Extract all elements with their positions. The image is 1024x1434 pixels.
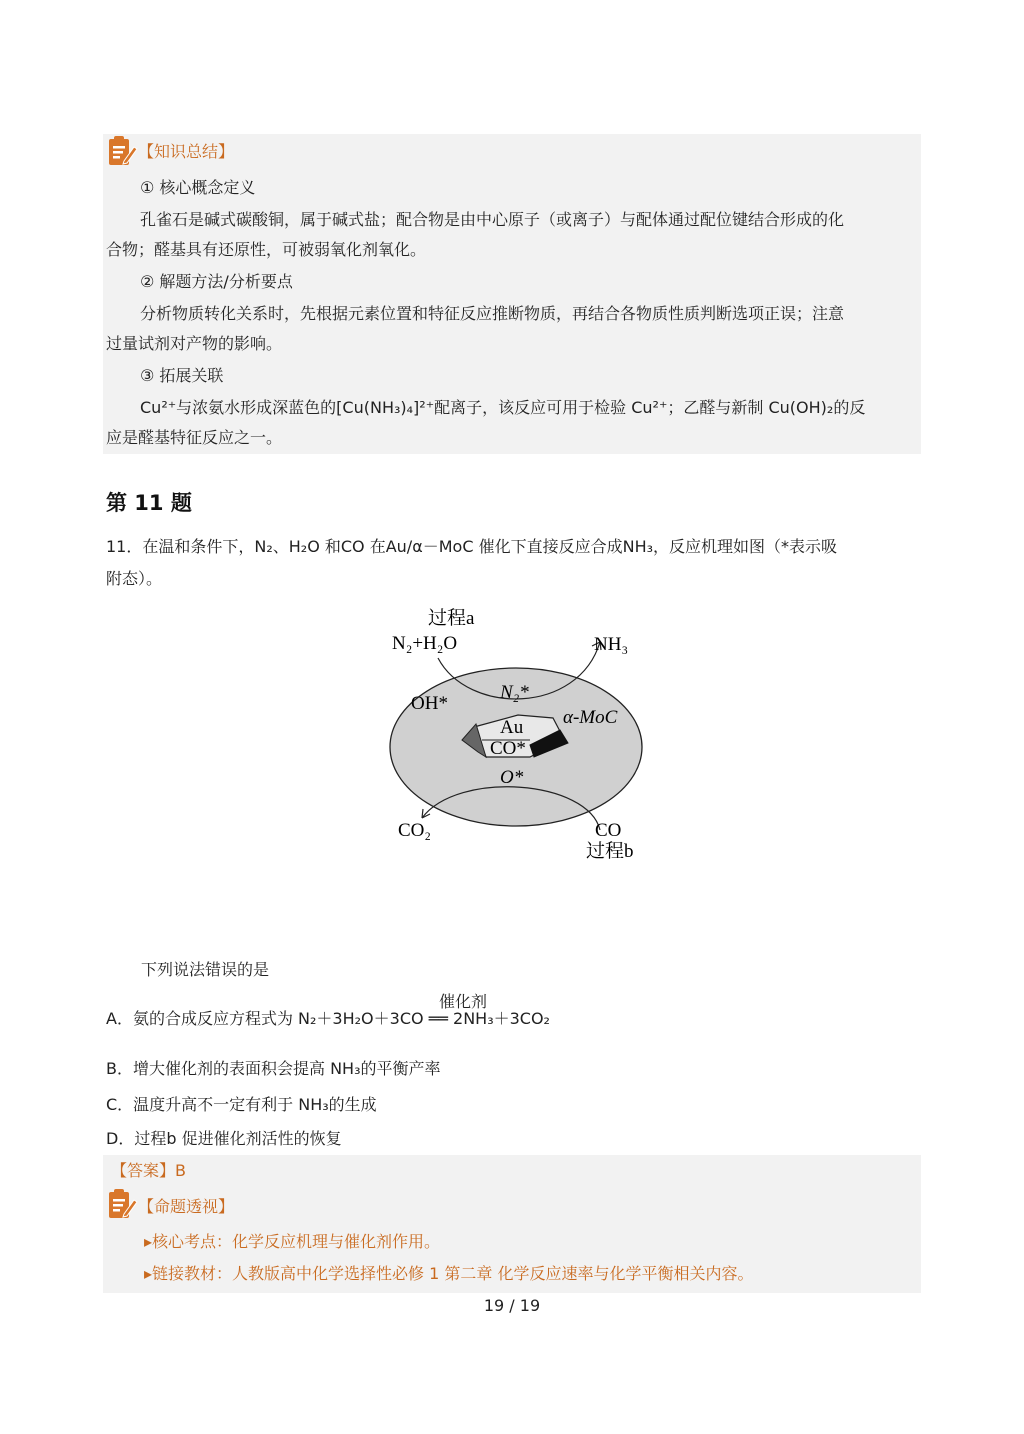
summary-paragraph-3-line-1: Cu²⁺与浓氨水形成深蓝色的[Cu(NH₃)₄]²⁺配离子，该反应可用于检验 Cu²⁺；乙醛与新制 Cu(OH)₂的反 [140,398,866,417]
answer-label: 【答案】B [111,1161,186,1180]
process-a-label: 过程a [428,608,475,629]
catalyst-label: 催化剂 [439,992,488,1011]
reaction-mechanism-diagram [378,600,658,865]
summary-paragraph-1-line-2: 合物；醛基具有还原性，可被弱氧化剂氧化。 [106,240,427,259]
option-a: A．氨的合成反应方程式为 N₂＋3H₂O＋3CO ══ 2NH₃＋3CO₂ [106,1009,550,1028]
page-number: 19 / 19 [483,1296,541,1315]
summary-paragraph-2-line-2: 过量试剂对产物的影响。 [106,334,283,353]
question-stem-line-1: 11．在温和条件下，N₂、H₂O 和CO 在Au/α－MoC 催化下直接反应合成NH₃，反应机理如图（*表示吸 [106,537,838,556]
summary-paragraph-2-line-1: 分析物质转化关系时，先根据元素位置和特征反应推断物质，再结合各物质性质判断选项正误；注意 [140,304,845,323]
question-stem-line-2: 附态）。 [106,569,163,588]
analysis-title: 【命题透视】 [138,1197,235,1216]
knowledge-summary-box [103,134,921,454]
nitrogen-adsorbed-label: N₂* [500,682,529,703]
analysis-point-1: ▸核心考点：化学反应机理与催化剂作用。 [144,1232,441,1251]
summary-paragraph-1-line-1: 孔雀石是碱式碳酸铜，属于碱式盐；配合物是由中心原子（或离子）与配体通过配位键结合形成的化 [140,210,845,229]
support-label: α-MoC [563,707,618,728]
hydroxyl-adsorbed-label: OH* [411,693,448,714]
summary-heading-3: ③ 拓展关联 [140,366,224,385]
summary-heading-2: ② 解题方法/分析要点 [140,272,293,291]
reactants-label: N₂+H₂O [392,633,458,654]
question-heading: 第 11 题 [106,491,192,515]
option-b: B．增大催化剂的表面积会提高 NH₃的平衡产率 [106,1059,441,1078]
summary-title: 【知识总结】 [138,142,235,161]
co-adsorbed-label: CO* [490,738,526,759]
summary-paragraph-3-line-2: 应是醛基特征反应之一。 [106,428,283,447]
co-label: CO [595,820,622,841]
analysis-point-2: ▸链接教材：人教版高中化学选择性必修 1 第二章 化学反应速率与化学平衡相关内容。 [144,1264,754,1283]
oxygen-adsorbed-label: O* [500,767,524,788]
note-icon [106,135,138,167]
answer-analysis-box [103,1155,921,1293]
option-d: D．过程b 促进催化剂活性的恢复 [106,1129,342,1148]
summary-heading-1: ① 核心概念定义 [140,178,256,197]
au-label: Au [500,717,524,738]
option-c: C．温度升高不一定有利于 NH₃的生成 [106,1095,377,1114]
question-prompt: 下列说法错误的是 [141,960,270,979]
co2-label: CO₂ [398,820,432,841]
note-icon [106,1188,138,1220]
ammonia-product-label: NH₃ [594,634,629,655]
process-b-label: 过程b [586,841,634,862]
